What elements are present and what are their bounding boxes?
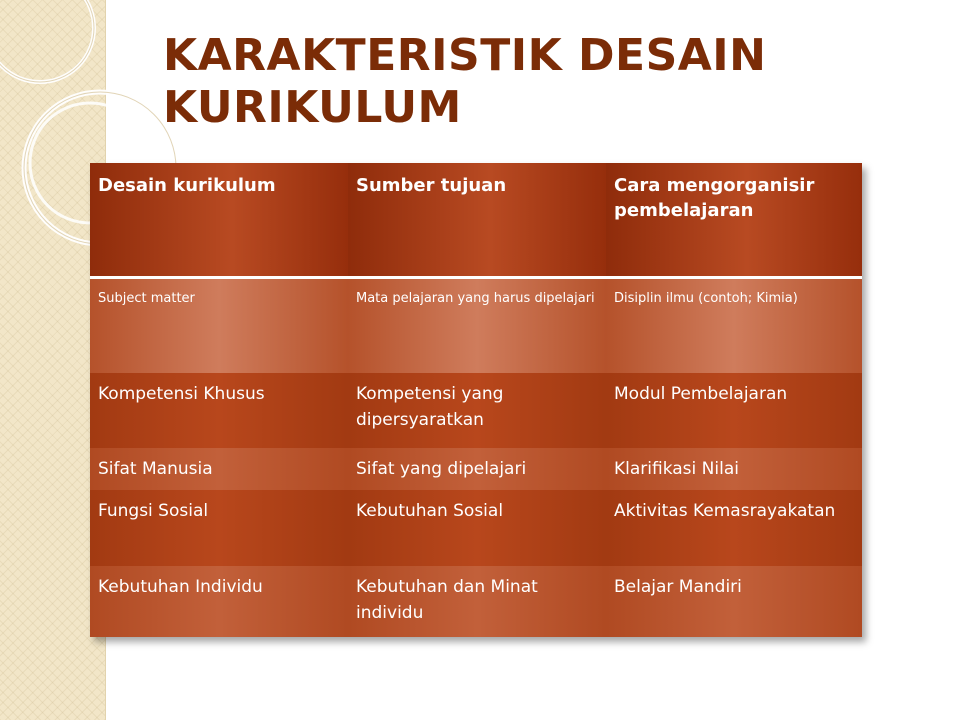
table-cell: Kebutuhan Sosial xyxy=(348,490,606,566)
table-header-row xyxy=(90,163,862,276)
table-cell: Modul Pembelajaran xyxy=(606,373,862,448)
table-cell: Mata pelajaran yang harus dipelajari xyxy=(348,279,606,373)
table-row xyxy=(90,448,862,490)
slide-title: KARAKTERISTIK DESAIN KURIKULUM xyxy=(163,30,767,133)
table-cell: Klarifikasi Nilai xyxy=(606,448,862,490)
table-cell: Subject matter xyxy=(90,279,348,373)
table-row xyxy=(90,373,862,448)
table-row xyxy=(90,279,862,373)
table-row xyxy=(90,566,862,637)
table-cell: Fungsi Sosial xyxy=(90,490,348,566)
curriculum-table xyxy=(90,163,862,637)
table-cell: Aktivitas Kemasrayakatan xyxy=(606,490,862,566)
table-cell: Kebutuhan Individu xyxy=(90,566,348,637)
header-cara-mengorganisir: Cara mengorganisir pembelajaran xyxy=(606,163,862,276)
table-cell: Kompetensi yang dipersyaratkan xyxy=(348,373,606,448)
table-row xyxy=(90,490,862,566)
table-cell: Sifat yang dipelajari xyxy=(348,448,606,490)
table-cell: Disiplin ilmu (contoh; Kimia) xyxy=(606,279,862,373)
header-desain-kurikulum: Desain kurikulum xyxy=(90,163,348,276)
header-sumber-tujuan: Sumber tujuan xyxy=(348,163,606,276)
table-cell: Belajar Mandiri xyxy=(606,566,862,637)
table-cell: Kompetensi Khusus xyxy=(90,373,348,448)
table-cell: Sifat Manusia xyxy=(90,448,348,490)
table-cell: Kebutuhan dan Minat individu xyxy=(348,566,606,637)
